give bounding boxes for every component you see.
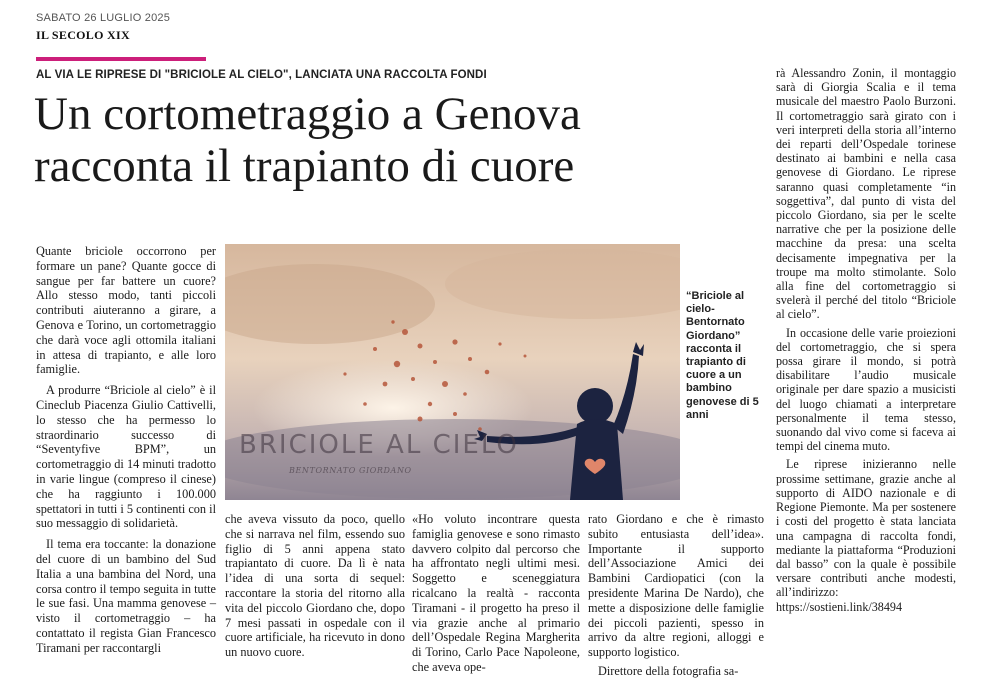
paragraph: Le riprese inizieranno nelle prossime settimane, grazie anche al supporto di AIDO nazionale e di Regione Piemonte. Ma per sostenere i costi del progetto è stata lanciata una campagna di raccolta fondi, mediante la piattaforma “Produzioni dal basso” con la quale è possibile versare contributi anche modesti, all’indirizzo: https://sostieni.link/38494 [776,457,956,614]
section-accent-bar [36,57,206,61]
headline-line-1: Un cortometraggio a Genova [34,88,581,140]
article-kicker: AL VIA LE RIPRESE DI "BRICIOLE AL CIELO", LANCIATA UNA RACCOLTA FONDI [36,69,487,81]
issue-date: SABATO 26 LUGLIO 2025 [36,12,171,24]
article-column-1 [36,244,216,656]
article-column-5 [776,66,956,614]
paragraph: A produrre “Briciole al cielo” è il Cineclub Piacenza Giulio Cattivelli, lo stesso che ha permesso lo straordinario successo di “Seventyfive BPM”, un cortometraggio di 14 minuti tradotto in varie lingue (compreso il cinese) che ha raggiunto i 100.000 spettatori in tutti i 5 continenti con il suo messaggio di solidarietà. [36,383,216,531]
article-headline [34,88,764,192]
newspaper-name: IL SECOLO XIX [36,28,130,42]
article-column-2 [225,512,405,660]
photo-subtitle-overlay: BENTORNATO GIORDANO [289,466,412,475]
paragraph: «Ho voluto incontrare questa famiglia genovese e sono rimasto davvero colpito dal percorso che ha affrontato negli ultimi mesi. Soggetto e sceneggiatura ricalcano la realtà - racconta Tiramani - il progetto ha preso il via grazie anche al primario dell’Ospedale Regina Margherita di Torino, Carlo Pace Napoleone, che aveva ope- [412,512,580,674]
article-column-3 [412,512,580,675]
article-column-4 [588,512,764,679]
photo-title-overlay: BRICIOLE AL CIELO [239,430,519,460]
photo-illustration [225,244,680,500]
photo-caption: “Briciole al cielo-Bentornato Giordano” racconta il trapianto di cuore a un bambino genovese di 5 anni [686,290,759,421]
paragraph: Il tema era toccante: la donazione del cuore di un bambino del Sud Italia a una bambina del Nord, una corsa contro il tempo seguita in tutte le sue fasi. Una mamma genovese – visto il cortometraggio – ha contattato il regista Gian Francesco Tiramani per raccontargli [36,537,216,655]
paragraph: In occasione delle varie proiezioni del cortometraggio, che si spera possa girare il mondo, si potrà disabilitare l’audio musicale originale per dare spazio a musicisti del luogo chiamati a interpretare personalmente il tema stesso, suonando dal vivo come si faceva ai tempi del cinema muto. [776,325,956,454]
headline-line-2: racconta il trapianto di cuore [34,140,575,192]
paragraph: rà Alessandro Zonin, il montaggio sarà di Giorgia Scalia e il tema musicale del maestro Paolo Burzoni. Il cortometraggio sarà girato con i veri interpreti della storia all’interno dei reparti dell’Ospedale torinese destinato ai bambini e nella casa genovese di Giordano. Le riprese saranno quasi completamente “in soggettiva”, dal punto di vista del piccolo Giordano, sia per le scelte narrative che per la posizione delle macchine da presa: una scelta decisamente impegnativa per la troupe ma molto stimolante. Solo alla fine del cortometraggio si svelerà il perché del titolo “Briciole al cielo”. [776,66,956,322]
paragraph: Direttore della fotografia sa- [598,663,739,678]
paragraph: rato Giordano e che è rimasto subito entusiasta dell’idea». Importante il supporto dell’Associazione Amici dei Bambini Cardiopatici (con la presidente Marina De Nardo), che mette a disposizione delle famiglie dei piccoli pazienti, spesso in arrivo da altre regioni, alloggi e supporto logistico. [588,512,764,660]
film-still-photo [225,244,680,500]
paragraph: Quante briciole occorrono per formare un pane? Quante gocce di sangue per far battere un cuore? Allo stesso modo, tanti piccoli contributi aiuteranno a girare, a Genova e Torino, un cortometraggio che darà voce agli ottomila italiani in attesa di trapianto, e alle loro famiglie. [36,244,216,377]
paragraph: che aveva vissuto da poco, quello che si narrava nel film, essendo suo figlio di 5 anni appena stato trapiantato di cuore. Da lì è nata l’idea di una sorta di sequel: raccontare la storia del ritorno alla vita del piccolo Giordano che, dopo 7 mesi passati in ospedale con il cuore artificiale, ha ricevuto in dono un nuovo cuore. [225,512,405,660]
